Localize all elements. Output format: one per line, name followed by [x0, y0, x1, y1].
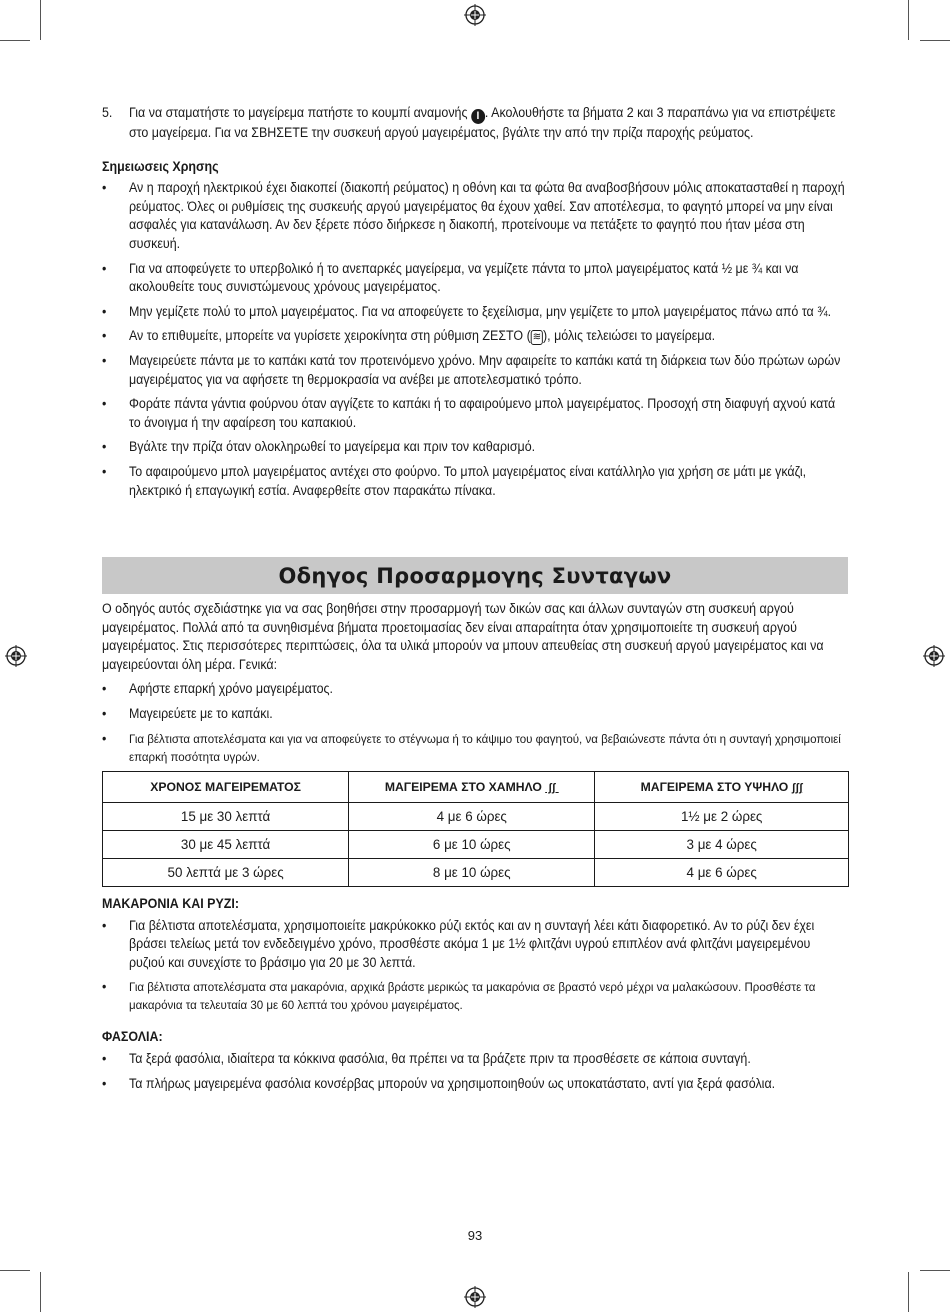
registration-mark-icon [464, 1286, 486, 1308]
list-item-text: Φοράτε πάντα γάντια φούρνου όταν αγγίζετε το καπάκι ή το αφαιρούμενο μπολ μαγειρέματος. Προσοχή στη διαφυγή αχνού κατά το άνοιγμα ή την αφαίρεση του καπακιού. [128, 396, 836, 430]
table-header [595, 772, 849, 803]
low-heat-icon: ʃʃ [545, 782, 559, 794]
list-item-text: Για να αποφεύγετε το υπερβολικό ή το ανεπαρκές μαγείρεμα, να γεμίζετε πάντα το μπολ μαγειρέματος κατά ½ με ¾ και να ακολουθείτε τους συνιστώμενους χρόνους μαγειρέματος. [128, 260, 799, 295]
section-banner [102, 557, 848, 594]
guide-list [102, 680, 848, 723]
warm-text-after: ), μόλις τελειώσει το μαγείρεμα. [543, 328, 716, 344]
bullet: • [102, 463, 107, 479]
bullet: • [102, 303, 107, 319]
step-text-before: Για να σταματήστε το μαγείρεμα πατήστε το κουμπί αναμονής [128, 105, 468, 120]
list-item-text [129, 327, 848, 346]
bullet: • [102, 439, 107, 455]
list-item-text: Για βέλτιστα αποτελέσματα και για να αποφεύγετε το στέγνωμα ή το κάψιμο του φαγητού, να βεβαιώνεστε πάντα ότι η συνταγή χρησιμοποιεί επαρκή ποσότητα υγρών. [128, 731, 841, 764]
bullet: • [102, 730, 107, 746]
crop-mark [908, 1272, 909, 1312]
table-cell: 50 λεπτά με 3 ώρες [103, 859, 349, 887]
list-item [102, 917, 848, 973]
table-cell: 4 με 6 ώρες [349, 803, 595, 831]
table-row [103, 831, 849, 859]
high-heat-icon: ʃʃʃ [791, 782, 803, 794]
list-item [102, 1075, 848, 1094]
step-5 [102, 104, 848, 143]
power-icon: I [471, 109, 485, 124]
list-item [102, 352, 848, 389]
section-title: Οδηγος Προσαρμογης Συνταγων [278, 563, 672, 588]
list-item-text: Αφήστε επαρκή χρόνο μαγειρέματος. [128, 681, 333, 697]
list-item [102, 327, 848, 346]
list-item-text: Βγάλτε την πρίζα όταν ολοκληρωθεί το μαγείρεμα και πριν τον καθαρισμό. [128, 439, 536, 455]
pasta-rice-title: ΜΑΚΑΡΟΝΙΑ ΚΑΙ ΡΥΖΙ: [102, 896, 240, 911]
crop-mark [0, 1270, 30, 1271]
guide-intro [102, 600, 848, 772]
list-item-text: Μαγειρεύετε με το καπάκι. [128, 705, 273, 721]
table-header [349, 772, 595, 803]
step-text [129, 104, 848, 143]
list-item-text: Τα πλήρως μαγειρεμένα φασόλια κονσέρβας μπορούν να χρησιμοποιηθούν ως υποκατάστατο, αντί για ξερά φασόλια. [128, 1075, 776, 1091]
list-item [102, 438, 848, 457]
list-item-text: Μαγειρεύετε πάντα με το καπάκι κατά τον προτεινόμενο χρόνο. Μην αφαιρείτε το καπάκι κατά τη διάρκεια των δύο πρώτων ωρών μαγειρέματος για να αφήσετε τη θερμοκρασία να ανέβει με αποτελεσματικό τρόπο. [128, 352, 841, 387]
warm-text-before: Αν το επιθυμείτε, μπορείτε να γυρίσετε χειροκίνητα στη ρύθμιση ΖΕΣΤΟ ( [128, 328, 531, 344]
bullet: • [102, 979, 107, 995]
upper-content [102, 104, 848, 506]
page-number: 93 [467, 1228, 483, 1243]
header-label: ΜΑΓΕΙΡΕΜΑ ΣΤΟ ΥΨΗΛΟ [640, 780, 789, 794]
list-item [102, 463, 848, 500]
table-row [103, 859, 849, 887]
step-number: 5. [102, 105, 113, 120]
crop-mark [40, 1272, 41, 1312]
list-item [102, 303, 848, 322]
crop-mark [920, 40, 950, 41]
bullet: • [102, 328, 107, 344]
table-cell: 3 με 4 ώρες [595, 831, 849, 859]
table-cell: 8 με 10 ώρες [349, 859, 595, 887]
table-cell: 1½ με 2 ώρες [595, 803, 849, 831]
guide-intro-text: Ο οδηγός αυτός σχεδιάστηκε για να σας βοηθήσει στην προσαρμογή των δικών σας και άλλων συνταγών στη συσκευή αργού μαγειρέματος. Πολλά από τα συνηθισμένα βήματα προετοιμασίας δεν είναι απαραίτητα όταν χρησιμοποιείτε τη συσκευή αργού μαγειρέματος. Στις περισσότερες περιπτώσεις, όλα τα υλικά μπορούν να μπουν απευθείας στη συσκευή αργού μαγειρέματος και να μαγειρεύονται όλη μέρα. Γενικά: [102, 601, 824, 672]
list-item [102, 730, 848, 766]
registration-mark-icon [464, 4, 486, 26]
warm-setting-icon: ≋ [532, 331, 542, 344]
bullet: • [102, 352, 107, 368]
beans-title: ΦΑΣΟΛΙΑ: [102, 1029, 163, 1045]
list-item-text: Για βέλτιστα αποτελέσματα στα μακαρόνια, αρχικά βράστε μερικώς τα μακαρόνια σε βραστό νερό μέχρι να μαλακώσουν. Προσθέστε τα μακαρόνια τα τελευταία 30 με 60 λεπτά του χρόνου μαγειρέματος. [128, 980, 816, 1013]
usage-notes-list [102, 179, 848, 500]
header-label: ΧΡΟΝΟΣ ΜΑΓΕΙΡΕΜΑΤΟΣ [150, 780, 301, 794]
crop-mark [40, 0, 41, 40]
table-cell: 30 με 45 λεπτά [103, 831, 349, 859]
table-cell: 15 με 30 λεπτά [103, 803, 349, 831]
crop-mark [0, 40, 30, 41]
bullet: • [102, 1050, 107, 1066]
usage-notes-title: Σημειωσεις Χρησης [102, 158, 219, 174]
lower-content [102, 895, 848, 1099]
step-text-after: . Ακολουθήστε τα βήματα 2 και 3 παραπάνω για να επιστρέψετε στο μαγείρεμα. Για να ΣΒΗΣΕΤΕ την συσκευή αργού μαγειρέματος, βγάλτε την από την πρίζα παροχής ρεύματος. [128, 105, 836, 140]
list-item [102, 978, 848, 1014]
bullet: • [102, 396, 107, 412]
bullet: • [102, 180, 107, 196]
crop-mark [908, 0, 909, 40]
table-cell: 4 με 6 ώρες [595, 859, 849, 887]
list-item-text: Για βέλτιστα αποτελέσματα, χρησιμοποιείτε μακρύκοκκο ρύζι εκτός και αν η συνταγή λέει κάτι διαφορετικό. Αν το ρύζι δεν έχει βράσει τελείως μετά τον ενδεδειγμένο χρόνο, προσθέστε ακόμα 1 με 1½ φλιτζάνι υγρού επιπλέον ανά φλιτζάνι μαγειρεμένου ρυζιού και συνεχίστε το βράσιμο για 20 με 30 λεπτά. [128, 917, 815, 970]
pasta-rice-list-small [102, 978, 848, 1014]
crop-mark [920, 1270, 950, 1271]
list-item-text: Μην γεμίζετε πολύ το μπολ μαγειρέματος. Για να αποφεύγετε το ξεχείλισμα, μην γεμίζετε το μπολ μαγειρέματος πάνω από τα ¾. [128, 303, 832, 319]
list-item-text: Το αφαιρούμενο μπολ μαγειρέματος αντέχει στο φούρνο. Το μπολ μαγειρέματος είναι κατάλληλο για χρήση σε μάτι με γκάζι, ηλεκτρικό ή επαγωγική εστία. Αναφερθείτε στον παρακάτω πίνακα. [128, 463, 807, 498]
bullet: • [102, 705, 107, 721]
table-row [103, 803, 849, 831]
pasta-rice-list [102, 917, 848, 973]
list-item [102, 680, 848, 699]
list-item-text: Αν η παροχή ηλεκτρικού έχει διακοπεί (διακοπή ρεύματος) η οθόνη και τα φώτα θα αναβοσβήσουν μόλις αποκατασταθεί η παροχή ρεύματος. Όλες οι ρυθμίσεις της συσκευής αργού μαγειρέματος θα έχουν χαθεί. Σαν αποτέλεσμα, το φαγητό μπορεί να μην είναι ασφαλές για κατανάλωση. Αν δεν ξέρετε πόσο διήρκεσε η διακοπή, προτείνουμε να πετάξετε το φαγητό που ήταν μέσα στη συσκευή. [128, 180, 845, 251]
registration-mark-icon [923, 645, 945, 667]
header-label: ΜΑΓΕΙΡΕΜΑ ΣΤΟ ΧΑΜΗΛΟ [384, 780, 542, 794]
list-item [102, 1050, 848, 1069]
beans-list [102, 1050, 848, 1093]
bullet: • [102, 917, 107, 933]
list-item [102, 395, 848, 432]
table-header [103, 772, 349, 803]
bullet: • [102, 1075, 107, 1091]
list-item-text: Τα ξερά φασόλια, ιδιαίτερα τα κόκκινα φασόλια, θα πρέπει να τα βράζετε πριν τα προσθέσετε σε κάποια συνταγή. [128, 1050, 751, 1066]
cooking-time-table [102, 771, 849, 887]
bullet: • [102, 681, 107, 697]
guide-list-small [102, 730, 848, 766]
list-item [102, 705, 848, 724]
list-item [102, 260, 848, 297]
table-cell: 6 με 10 ώρες [349, 831, 595, 859]
bullet: • [102, 260, 107, 276]
registration-mark-icon [5, 645, 27, 667]
table-header-row [103, 772, 849, 803]
list-item [102, 179, 848, 253]
